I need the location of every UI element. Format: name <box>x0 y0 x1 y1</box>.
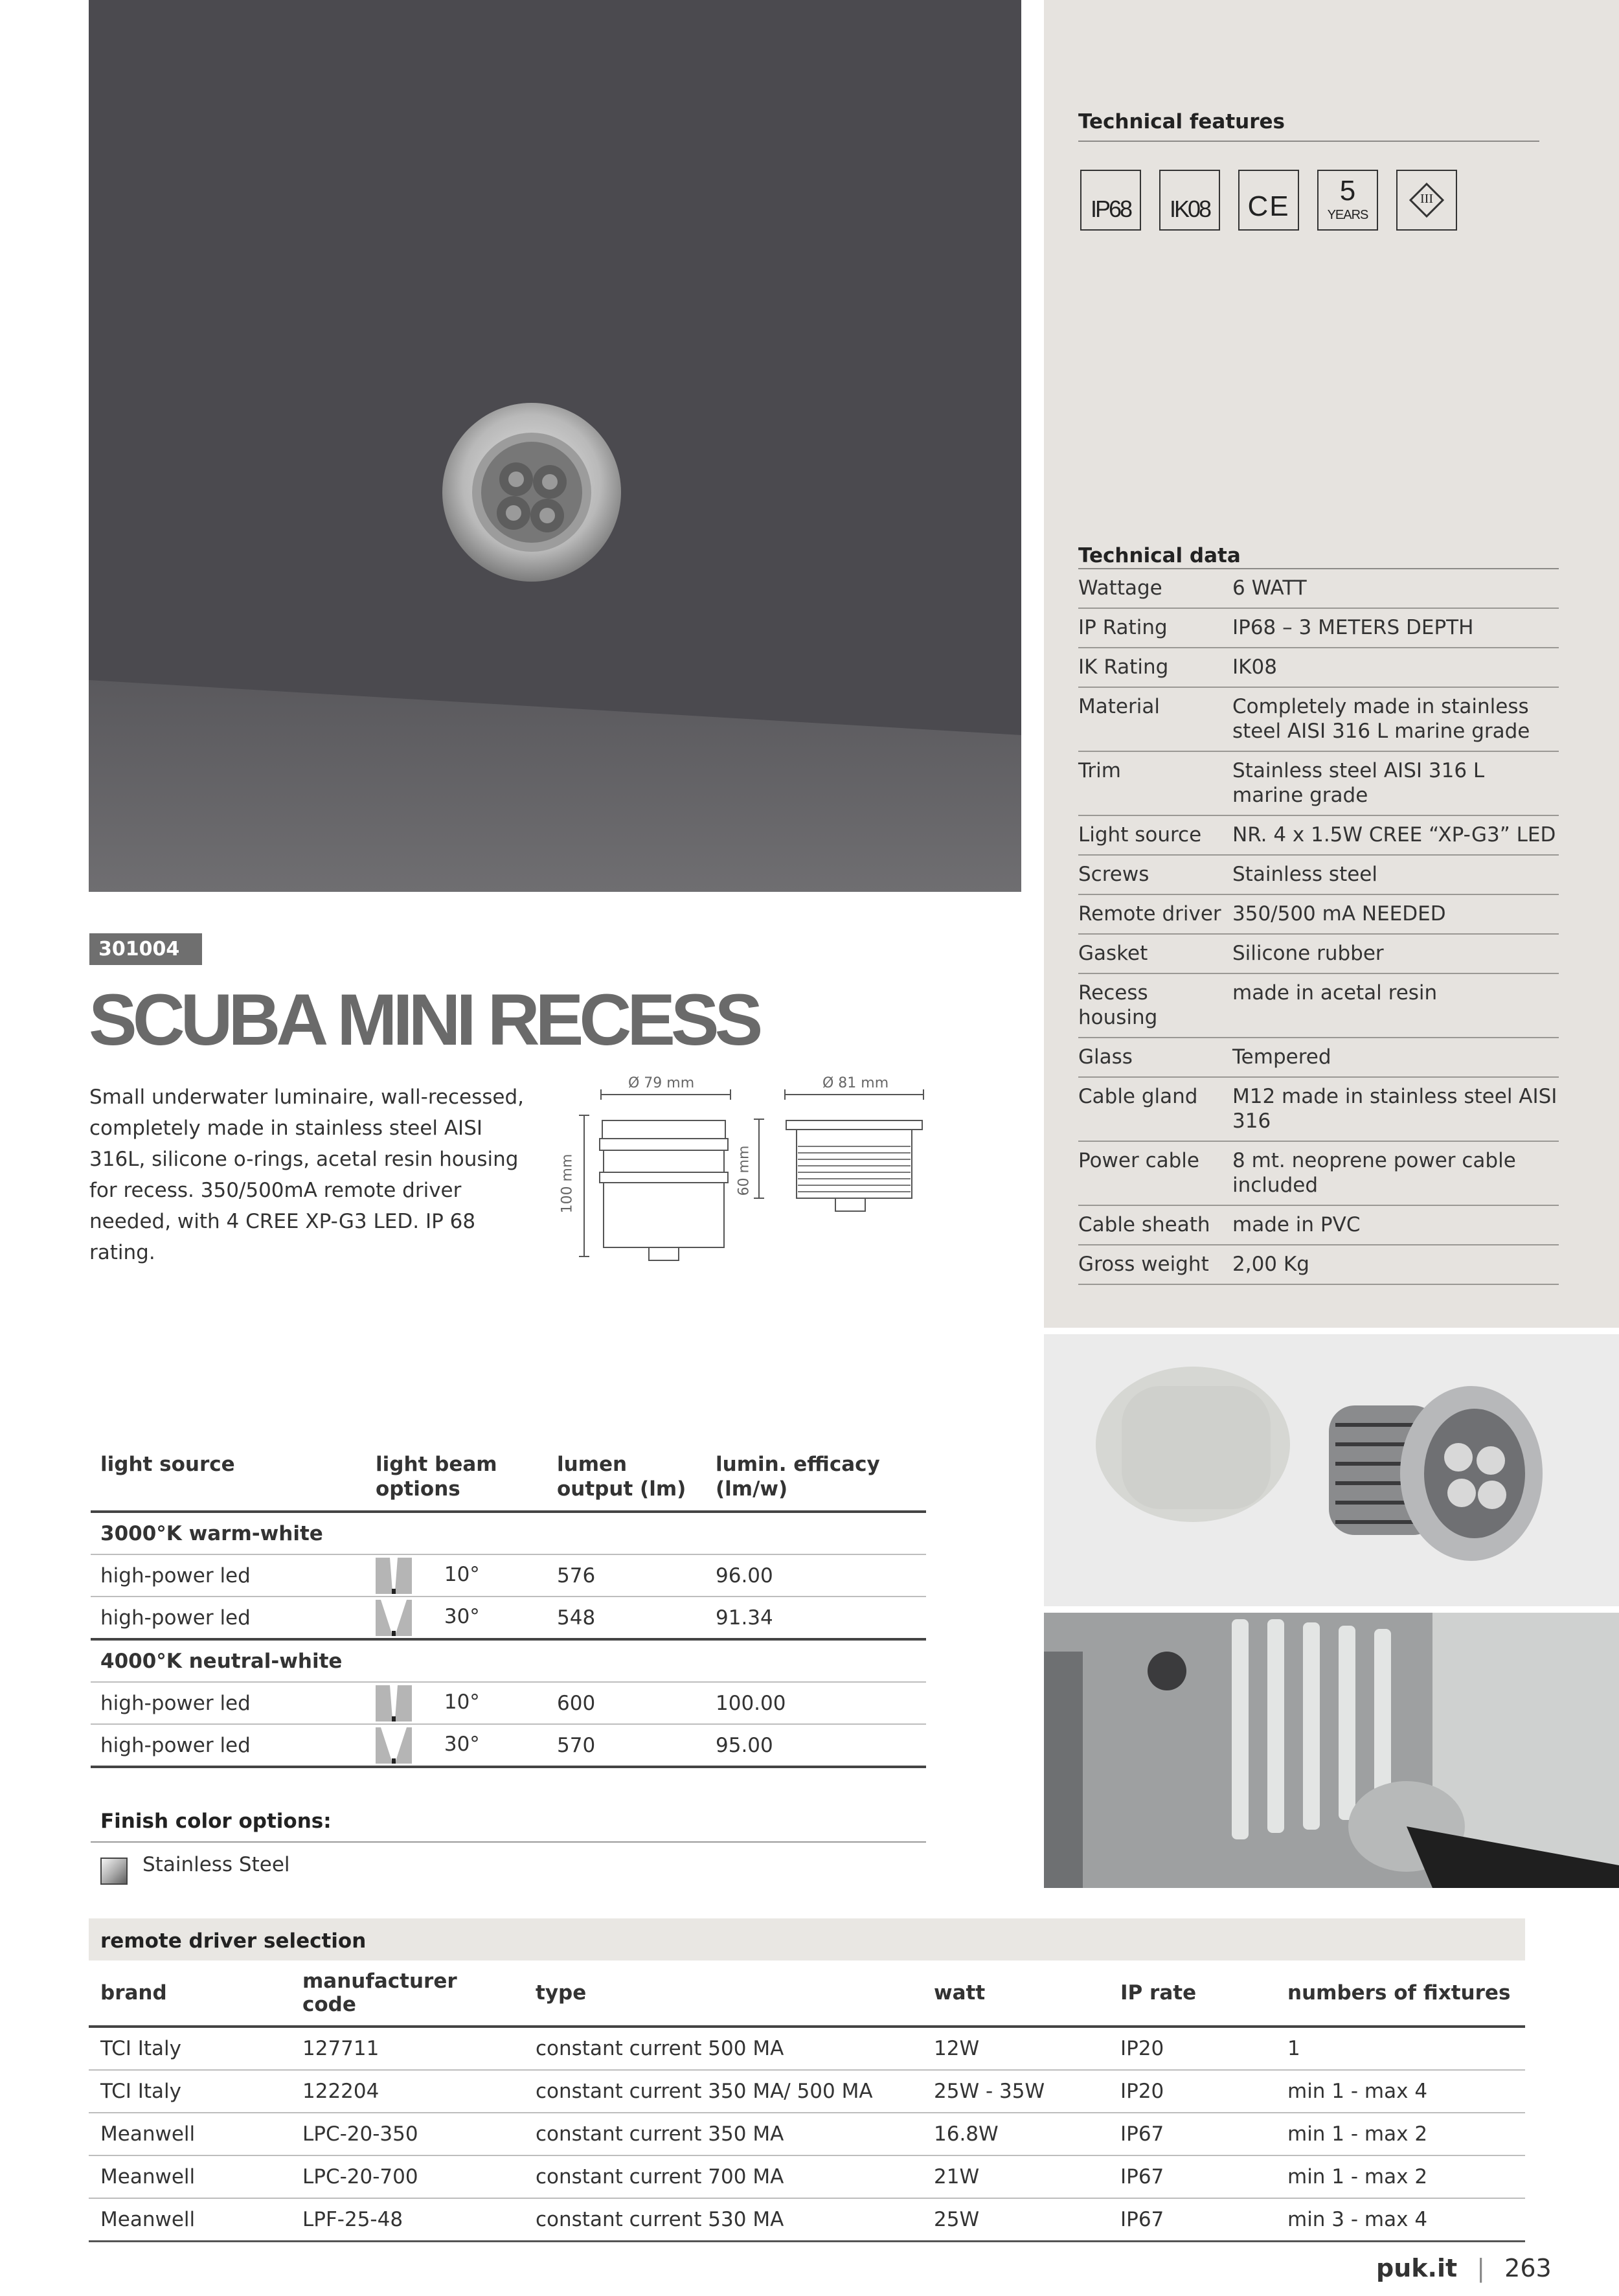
table-cell: Stainless steel AISI 316 L marine grade <box>1232 751 1559 815</box>
ip68-badge: IP68 <box>1080 170 1141 231</box>
table-cell: 25W - 35W <box>922 2070 1109 2113</box>
table-cell: IP67 <box>1109 2113 1276 2155</box>
table-cell: constant current 500 MA <box>524 2027 922 2070</box>
table-cell: Recess housing <box>1078 973 1232 1038</box>
column-header: numbers of fixtures <box>1276 1961 1525 2027</box>
table-cell: Wattage <box>1078 569 1232 608</box>
table-cell: 16.8W <box>922 2113 1109 2155</box>
table-cell: 1 <box>1276 2027 1525 2070</box>
table-cell: Trim <box>1078 751 1232 815</box>
table-cell: M12 made in stainless steel AISI 316 <box>1232 1077 1559 1141</box>
site-link[interactable]: puk.it <box>1376 2254 1458 2282</box>
narrow-beam-icon <box>376 1558 412 1594</box>
table-cell: NR. 4 x 1.5W CREE “XP-G3” LED <box>1232 815 1559 855</box>
divider <box>1078 141 1539 142</box>
tech-row <box>1078 815 1559 855</box>
product-photo <box>1044 1334 1619 1606</box>
table-cell: constant current 700 MA <box>524 2155 922 2198</box>
column-header: type <box>524 1961 922 2027</box>
ce-badge: CE <box>1238 170 1299 231</box>
technical-drawing <box>557 1069 945 1276</box>
table-cell: 12W <box>922 2027 1109 2070</box>
footer-separator: | <box>1477 2254 1486 2282</box>
table-cell: Gasket <box>1078 934 1232 973</box>
table-cell: Screws <box>1078 855 1232 894</box>
tech-row <box>1078 973 1559 1038</box>
table-row <box>89 2113 1525 2155</box>
column-header: IP rate <box>1109 1961 1276 2027</box>
page-footer <box>1376 2254 1552 2282</box>
group-row: 3000°K warm-white <box>91 1512 926 1554</box>
tech-row <box>1078 934 1559 973</box>
tech-row <box>1078 1038 1559 1077</box>
technical-features-title: Technical features <box>1078 110 1285 133</box>
product-title: SCUBA MINI RECESS <box>89 979 759 1060</box>
column-header: lumen output (lm) <box>547 1444 706 1512</box>
table-cell: constant current 530 MA <box>524 2198 922 2242</box>
table-cell: Remote driver <box>1078 894 1232 934</box>
table-cell: min 1 - max 4 <box>1276 2070 1525 2113</box>
finish-title: Finish color options: <box>100 1810 332 1833</box>
divider <box>91 1841 926 1843</box>
table-cell: constant current 350 MA <box>524 2113 922 2155</box>
table-row <box>89 2027 1525 2070</box>
tech-row <box>1078 608 1559 648</box>
table-cell: Stainless steel <box>1232 855 1559 894</box>
table-row: high-power led 30° 548 91.34 <box>91 1597 926 1639</box>
column-header: light beam options <box>366 1444 547 1512</box>
table-row <box>89 2198 1525 2242</box>
table-cell: Meanwell <box>89 2198 291 2242</box>
table-cell: IK08 <box>1232 648 1559 687</box>
table-cell: Meanwell <box>89 2113 291 2155</box>
table-cell: IP20 <box>1109 2070 1276 2113</box>
table-cell: 8 mt. neoprene power cable included <box>1232 1141 1559 1205</box>
column-header: light source <box>91 1444 366 1512</box>
table-row <box>89 2070 1525 2113</box>
hero-photo <box>89 0 1021 892</box>
ik08-badge: IK08 <box>1159 170 1220 231</box>
table-cell: LPF-25-48 <box>291 2198 524 2242</box>
table-cell: Material <box>1078 687 1232 751</box>
table-cell: Light source <box>1078 815 1232 855</box>
table-cell: Glass <box>1078 1038 1232 1077</box>
technical-data-title: Technical data <box>1078 544 1241 567</box>
tech-row <box>1078 1141 1559 1205</box>
product-detail-photo <box>1044 1613 1619 1888</box>
product-description: Small underwater luminaire, wall-recessed, completely made in stainless steel AISI 316L, silicone o-rings, acetal resin housing for recess. 350/500mA remote driver needed, with 4 CREE XP-G3 LED. IP 68 rating. <box>89 1085 525 1264</box>
table-cell: made in PVC <box>1232 1205 1559 1245</box>
table-cell: 6 WATT <box>1232 569 1559 608</box>
class-iii-badge: III <box>1396 170 1457 231</box>
column-header: watt <box>922 1961 1109 2027</box>
column-header: lumin. efficacy (lm/w) <box>706 1444 926 1512</box>
wide-beam-icon <box>376 1600 412 1636</box>
tech-row <box>1078 894 1559 934</box>
table-cell: 127711 <box>291 2027 524 2070</box>
tech-row <box>1078 569 1559 608</box>
table-cell: IP20 <box>1109 2027 1276 2070</box>
warranty-badge: 5 YEARS <box>1317 170 1378 231</box>
remote-driver-table <box>89 1961 1525 2242</box>
tech-row <box>1078 648 1559 687</box>
table-cell: IP Rating <box>1078 608 1232 648</box>
table-row: high-power led 30° 570 95.00 <box>91 1724 926 1767</box>
dimension-height-right: 60 mm <box>736 1145 753 1196</box>
table-cell: Silicone rubber <box>1232 934 1559 973</box>
stainless-steel-swatch <box>100 1858 128 1885</box>
group-row: 4000°K neutral-white <box>91 1639 926 1682</box>
table-cell: 2,00 Kg <box>1232 1245 1559 1284</box>
table-cell: Completely made in stainless steel AISI 316 L marine grade <box>1232 687 1559 751</box>
tech-row <box>1078 751 1559 815</box>
table-cell: Cable sheath <box>1078 1205 1232 1245</box>
table-cell: TCI Italy <box>89 2027 291 2070</box>
table-cell: 25W <box>922 2198 1109 2242</box>
narrow-beam-icon <box>376 1685 412 1722</box>
table-row: high-power led 10° 576 96.00 <box>91 1554 926 1597</box>
table-cell: 122204 <box>291 2070 524 2113</box>
light-source-table <box>91 1444 926 1768</box>
table-cell: Gross weight <box>1078 1245 1232 1284</box>
dimension-height-left: 100 mm <box>559 1154 576 1214</box>
tech-row <box>1078 1205 1559 1245</box>
technical-data-table <box>1078 568 1559 1285</box>
table-cell: LPC-20-700 <box>291 2155 524 2198</box>
tech-row <box>1078 1245 1559 1284</box>
table-cell: 21W <box>922 2155 1109 2198</box>
table-cell: Power cable <box>1078 1141 1232 1205</box>
table-row: high-power led 10° 600 100.00 <box>91 1682 926 1724</box>
table-row <box>89 2155 1525 2198</box>
table-cell: IP67 <box>1109 2198 1276 2242</box>
table-cell: IK Rating <box>1078 648 1232 687</box>
column-header: manufacturer code <box>291 1961 524 2027</box>
table-cell: min 1 - max 2 <box>1276 2113 1525 2155</box>
page-number: 263 <box>1504 2254 1552 2282</box>
table-cell: IP68 – 3 METERS DEPTH <box>1232 608 1559 648</box>
table-cell: Cable gland <box>1078 1077 1232 1141</box>
table-cell: 350/500 mA NEEDED <box>1232 894 1559 934</box>
tech-row <box>1078 687 1559 751</box>
dimension-diameter-right: Ø 81 mm <box>822 1075 889 1091</box>
tech-row <box>1078 855 1559 894</box>
remote-driver-title: remote driver selection <box>100 1929 367 1953</box>
table-cell: IP67 <box>1109 2155 1276 2198</box>
tech-row <box>1078 1077 1559 1141</box>
table-cell: Tempered <box>1232 1038 1559 1077</box>
column-header: brand <box>89 1961 291 2027</box>
dimension-diameter-left: Ø 79 mm <box>628 1075 695 1091</box>
table-cell: LPC-20-350 <box>291 2113 524 2155</box>
table-cell: TCI Italy <box>89 2070 291 2113</box>
table-cell: Meanwell <box>89 2155 291 2198</box>
wide-beam-icon <box>376 1727 412 1764</box>
table-cell: min 3 - max 4 <box>1276 2198 1525 2242</box>
product-code-badge: 301004 <box>89 933 202 965</box>
finish-option-label: Stainless Steel <box>142 1853 290 1876</box>
table-cell: min 1 - max 2 <box>1276 2155 1525 2198</box>
table-cell: constant current 350 MA/ 500 MA <box>524 2070 922 2113</box>
table-cell: made in acetal resin <box>1232 973 1559 1038</box>
